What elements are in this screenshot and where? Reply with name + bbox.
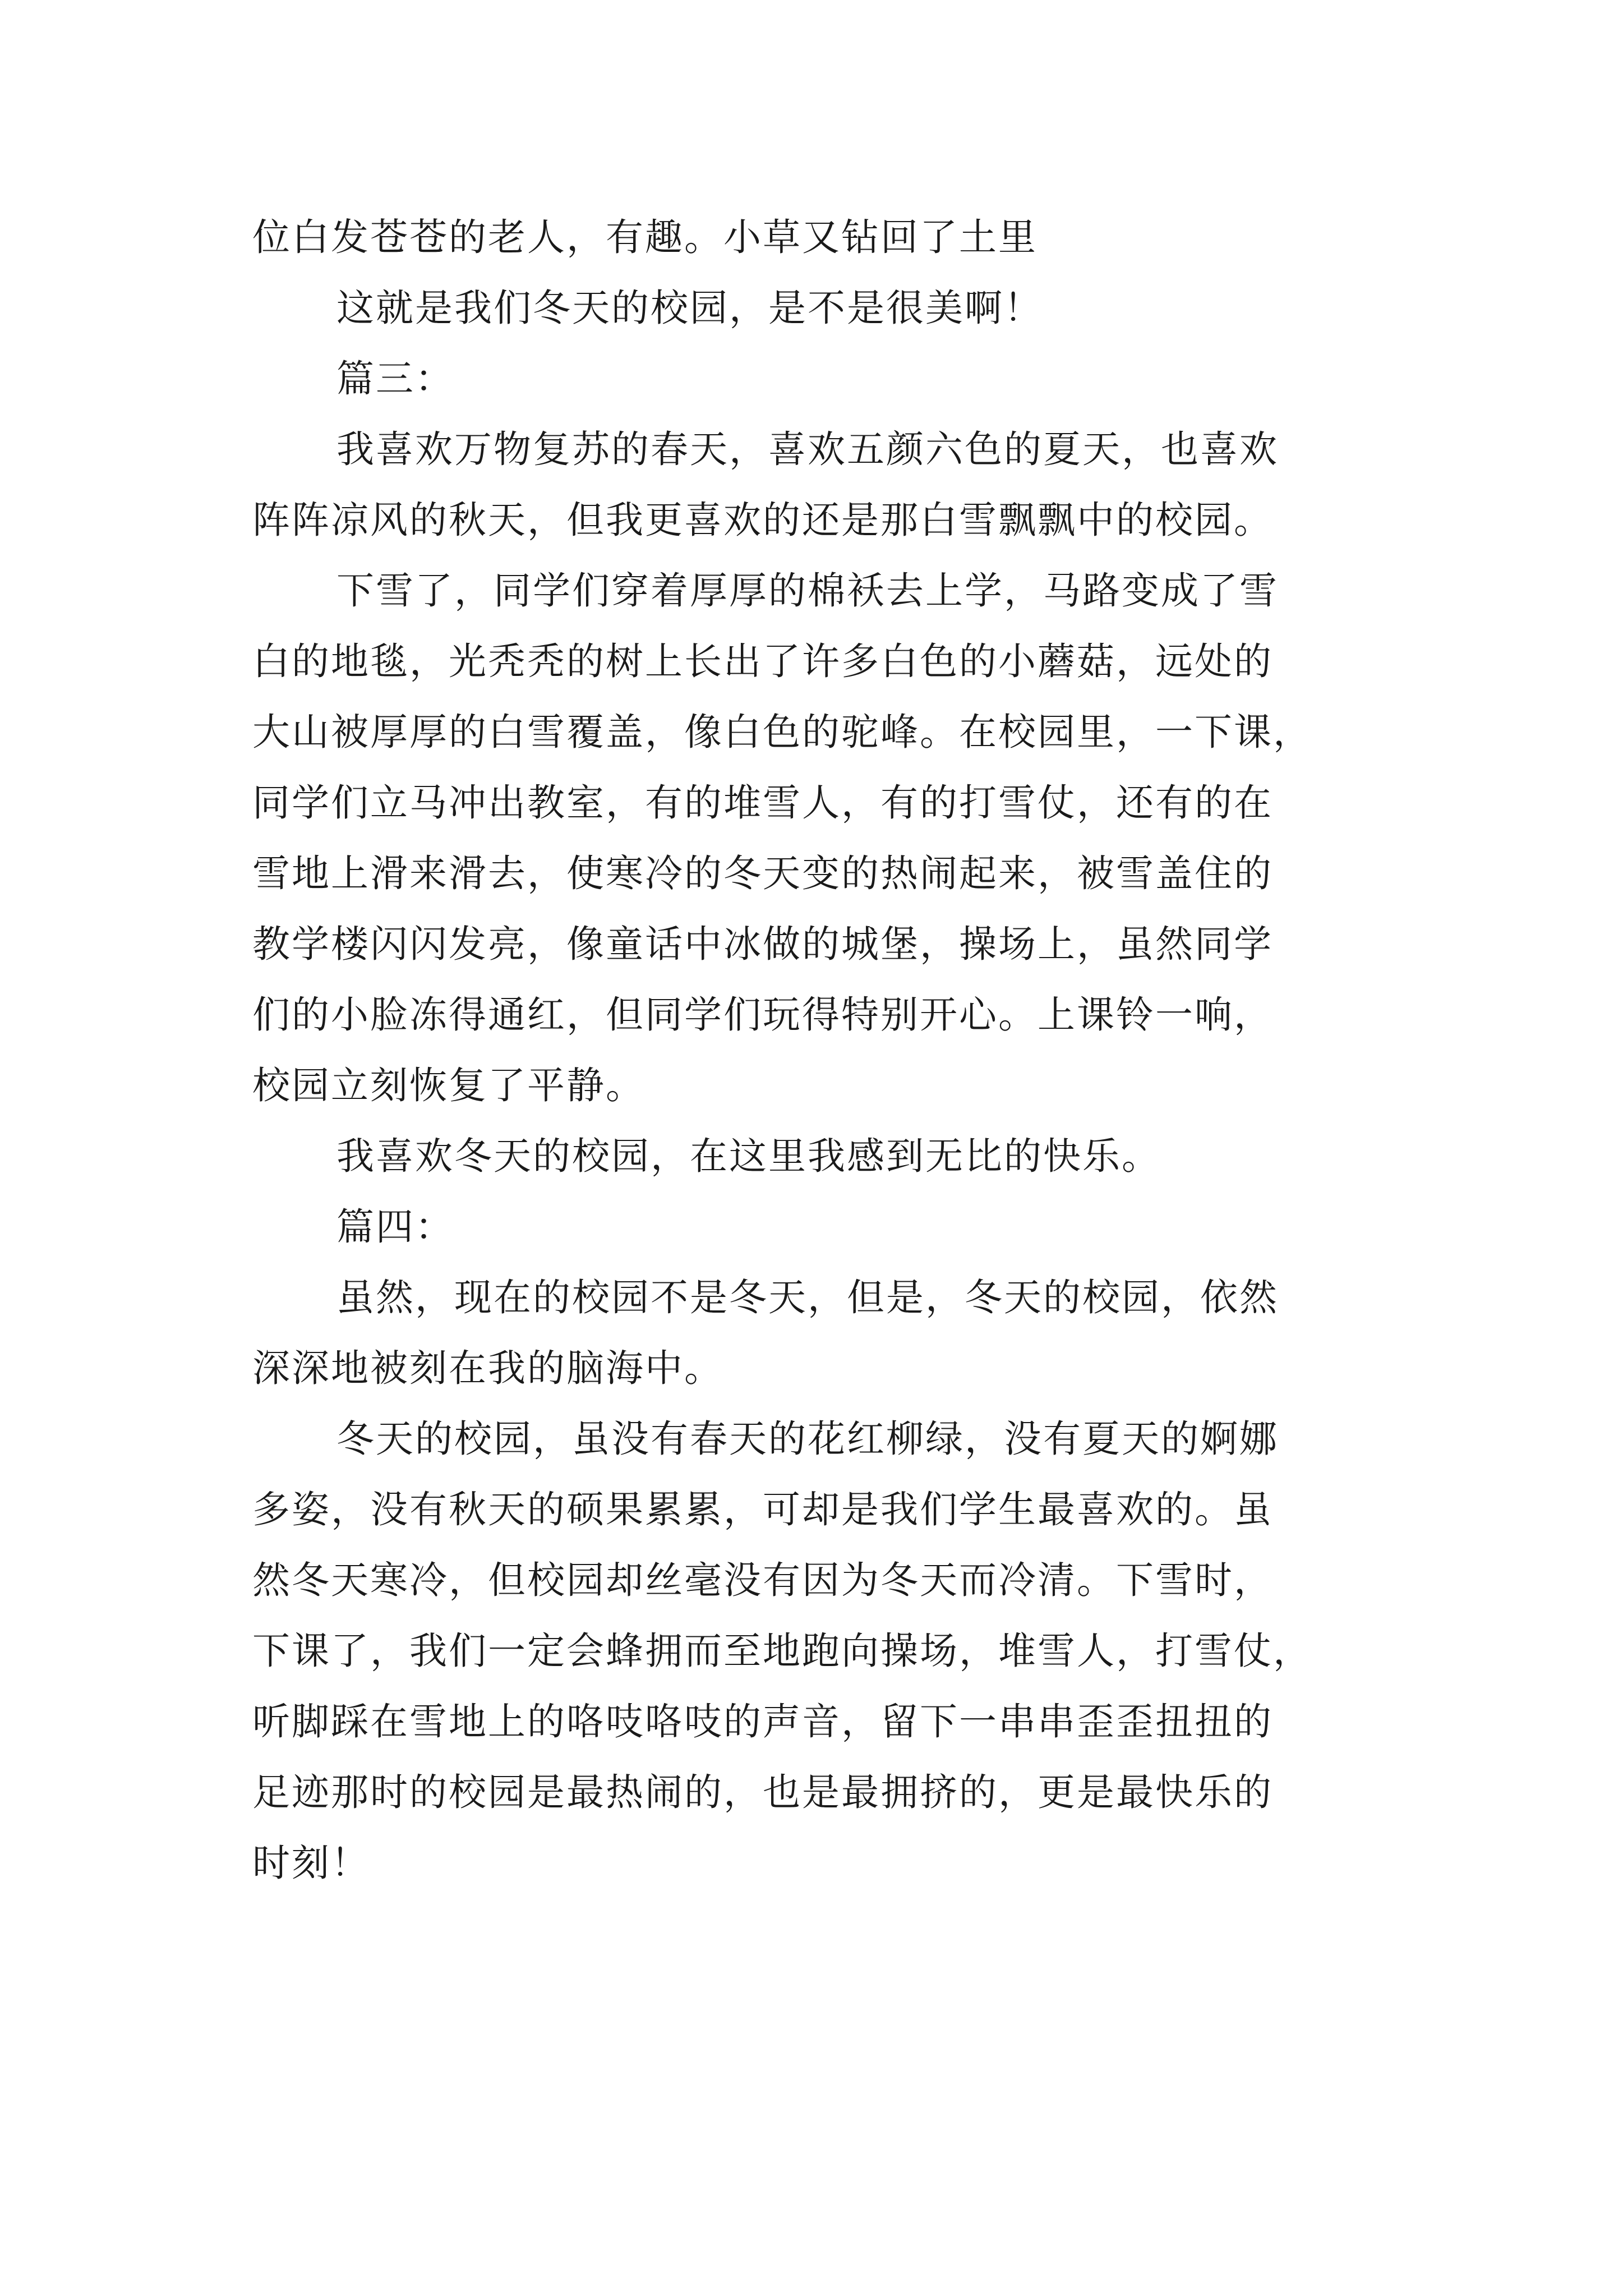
text-line: 下课了，我们一定会蜂拥而至地跑向操场，堆雪人，打雪仗， <box>252 1629 1312 1673</box>
text-line: 校园立刻恢复了平静。 <box>252 1064 645 1107</box>
text-line: 听脚踩在雪地上的咯吱咯吱的声音，留下一串串歪歪扭扭的 <box>252 1700 1273 1743</box>
text-line: 我喜欢万物复苏的春天，喜欢五颜六色的夏天，也喜欢 <box>336 427 1279 471</box>
text-line: 位白发苍苍的老人，有趣。小草又钻回了土里 <box>252 215 1038 259</box>
text-line: 下雪了，同学们穿着厚厚的棉袄去上学，马路变成了雪 <box>336 569 1279 613</box>
document-body <box>252 202 1391 1898</box>
text-line: 足迹那时的校园是最热闹的，也是最拥挤的，更是最快乐的 <box>252 1770 1273 1814</box>
text-line: 然冬天寒冷，但校园却丝毫没有因为冬天而冷清。下雪时， <box>252 1558 1273 1602</box>
text-line: 这就是我们冬天的校园，是不是很美啊！ <box>336 286 1043 330</box>
text-line: 深深地被刻在我的脑海中。 <box>252 1346 723 1390</box>
text-line: 同学们立马冲出教室，有的堆雪人，有的打雪仗，还有的在 <box>252 781 1273 825</box>
section-heading: 篇三： <box>336 357 454 401</box>
text-line: 我喜欢冬天的校园，在这里我感到无比的快乐。 <box>336 1134 1161 1178</box>
text-line: 多姿，没有秋天的硕果累累，可却是我们学生最喜欢的。虽 <box>252 1488 1273 1531</box>
section-heading: 篇四： <box>336 1205 454 1249</box>
text-line: 大山被厚厚的白雪覆盖，像白色的驼峰。在校园里，一下课， <box>252 710 1312 754</box>
text-line: 白的地毯，光秃秃的树上长出了许多白色的小蘑菇，远处的 <box>252 639 1273 683</box>
text-line: 教学楼闪闪发亮，像童话中冰做的城堡，操场上，虽然同学 <box>252 922 1273 966</box>
text-line: 冬天的校园，虽没有春天的花红柳绿，没有夏天的婀娜 <box>336 1417 1279 1461</box>
text-line: 们的小脸冻得通红，但同学们玩得特别开心。上课铃一响， <box>252 993 1273 1037</box>
text-line: 虽然，现在的校园不是冬天，但是，冬天的校园，依然 <box>336 1276 1279 1319</box>
text-line: 雪地上滑来滑去，使寒冷的冬天变的热闹起来，被雪盖住的 <box>252 852 1273 895</box>
text-line: 阵阵凉风的秋天，但我更喜欢的还是那白雪飘飘中的校园。 <box>252 498 1273 542</box>
text-line: 时刻！ <box>252 1841 370 1885</box>
